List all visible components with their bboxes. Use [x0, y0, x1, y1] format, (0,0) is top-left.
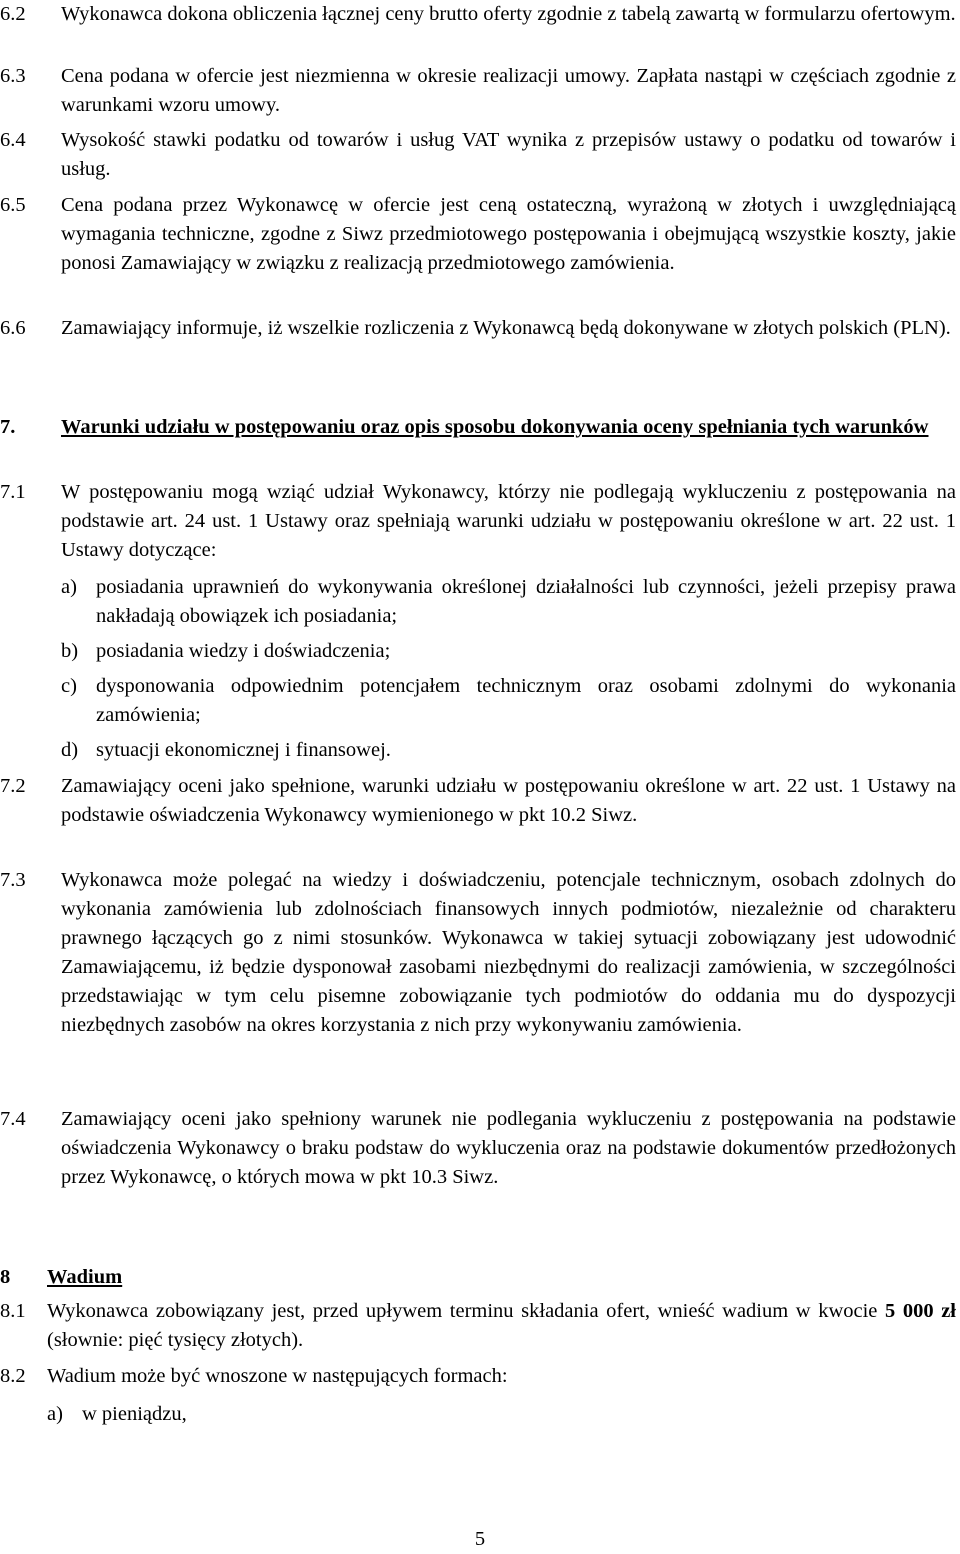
- heading-section-7: [0, 413, 956, 442]
- section-8-2: [0, 1362, 956, 1391]
- list-text: w pieniądzu,: [82, 1403, 187, 1425]
- section-7-1: [0, 478, 956, 565]
- heading-section-8: [0, 1263, 956, 1292]
- list-letter: a): [61, 576, 77, 598]
- page-number: 5: [474, 1528, 486, 1550]
- section-number: 7.1: [0, 481, 26, 503]
- section-number: 7.2: [0, 775, 26, 797]
- text-after-amount: (słownie: pięć tysięcy złotych).: [47, 1329, 304, 1351]
- section-text: Wysokość stawki podatku od towarów i usług VAT wynika z przepisów ustawy o podatku od towarów i usług.: [61, 129, 956, 180]
- text-before-amount: Wykonawca zobowiązany jest, przed upływem terminu składania ofert, wnieść wadium w kwocie: [47, 1300, 885, 1322]
- heading-number: 7.: [0, 416, 16, 438]
- list-item-c: [61, 672, 956, 730]
- section-text: W postępowaniu mogą wziąć udział Wykonawcy, którzy nie podlegają wykluczeniu z postępowania na podstawie art. 24 ust. 1 Ustawy oraz spełniają warunki udziału w postępowaniu określone w art. 22 ust. 1 Ustawy dotyczące:: [61, 481, 956, 561]
- list-item-d: [61, 736, 956, 765]
- list-text: posiadania uprawnień do wykonywania określonej działalności lub czynności, jeżeli przepisy prawa nakładają obowiązek ich posiadania;: [96, 576, 956, 627]
- section-6-5: [0, 191, 956, 278]
- section-7-4: [0, 1105, 956, 1192]
- section-number: 7.4: [0, 1108, 26, 1130]
- list-text: dysponowania odpowiednim potencjałem technicznym oraz osobami zdolnymi do wykonania zamówienia;: [96, 675, 956, 726]
- section-number: 6.6: [0, 317, 26, 339]
- section-text: Zamawiający oceni jako spełnione, warunki udziału w postępowaniu określone w art. 22 ust. 1 Ustawy na podstawie oświadczenia Wykonawcy wymienionego w pkt 10.2 Siwz.: [61, 775, 956, 826]
- section-number: 6.2: [0, 3, 26, 25]
- list-item-b: [61, 637, 956, 666]
- section-7-3: [0, 866, 956, 1040]
- heading-number: 8: [0, 1266, 11, 1288]
- list-item-8-2-a: [47, 1400, 947, 1429]
- section-text: Zamawiający oceni jako spełniony warunek nie podlegania wykluczeniu z postępowania na podstawie oświadczenia Wykonawcy o braku podstaw do wykluczenia oraz na podstawie dokumentów przedłożonych przez Wykonawcę, o których mowa w pkt 10.3 Siwz.: [61, 1108, 956, 1188]
- section-text: Wykonawca może polegać na wiedzy i doświadczeniu, potencjale technicznym, osobach zdolnych do wykonania zamówienia lub zdolnościach finansowych innych podmiotów, niezależnie od charakteru prawnego łączących go z nimi stosunków. Wykonawca w takiej sytuacji zobowiązany jest udowodnić Zamawiającemu, iż będzie dysponował zasobami niezbędnymi do realizacji zamówienia, w szczególności przedstawiając w tym celu pisemne zobowiązanie tych podmiotów do oddania mu do dyspozycji niezbędnych zasobów na okres korzystania z nich przy wykonywaniu zamówienia.: [61, 869, 956, 1036]
- list-letter: c): [61, 675, 77, 697]
- section-text: Wadium może być wnoszone w następujących formach:: [47, 1365, 508, 1387]
- section-number: 7.3: [0, 869, 26, 891]
- section-number: 6.5: [0, 194, 26, 216]
- section-number: 8.1: [0, 1300, 26, 1322]
- section-number: 8.2: [0, 1365, 26, 1387]
- section-text: [47, 1297, 956, 1355]
- section-6-6: [0, 314, 956, 343]
- section-number: 6.4: [0, 129, 26, 151]
- section-text: Wykonawca dokona obliczenia łącznej ceny brutto oferty zgodnie z tabelą zawartą w formularzu ofertowym.: [61, 3, 956, 25]
- section-8-1: [0, 1297, 956, 1355]
- section-6-2: [0, 0, 956, 29]
- heading-text: Warunki udziału w postępowaniu oraz opis sposobu dokonywania oceny spełniania tych warunków: [61, 416, 929, 438]
- heading-text: Wadium: [47, 1266, 123, 1288]
- section-6-3: [0, 62, 956, 120]
- list-text: sytuacji ekonomicznej i finansowej.: [96, 739, 391, 761]
- section-text: Cena podana przez Wykonawcę w ofercie jest ceną ostateczną, wyrażoną w złotych i uwzględniającą wymagania techniczne, zgodne z Siwz przedmiotowego postępowania i obejmującą wszystkie koszty, jakie ponosi Zamawiający w związku z realizacją przedmiotowego zamówienia.: [61, 194, 956, 274]
- section-text: Cena podana w ofercie jest niezmienna w okresie realizacji umowy. Zapłata nastąpi w częściach zgodnie z warunkami wzoru umowy.: [61, 65, 956, 116]
- list-letter: d): [61, 739, 79, 761]
- list-letter: b): [61, 640, 79, 662]
- list-text: posiadania wiedzy i doświadczenia;: [96, 640, 391, 662]
- list-item-a: [61, 573, 956, 631]
- section-text: Zamawiający informuje, iż wszelkie rozliczenia z Wykonawcą będą dokonywane w złotych polskich (PLN).: [61, 317, 951, 339]
- list-letter: a): [47, 1403, 63, 1425]
- section-number: 6.3: [0, 65, 26, 87]
- section-7-2: [0, 772, 956, 830]
- section-6-4: [0, 126, 956, 184]
- wadium-amount: 5 000 zł: [885, 1300, 957, 1322]
